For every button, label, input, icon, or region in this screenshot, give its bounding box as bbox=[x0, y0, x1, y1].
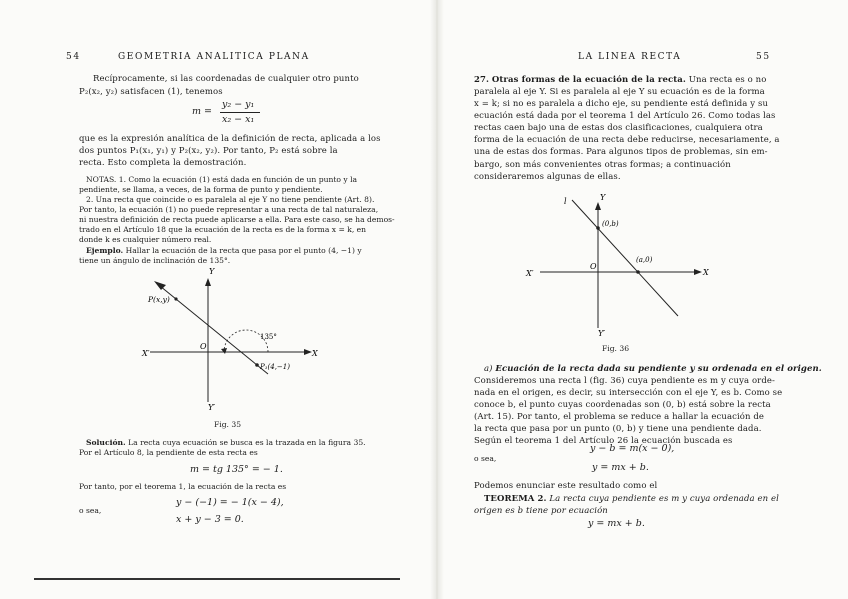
fig36-caption: Fig. 36 bbox=[602, 344, 630, 353]
fig36-x-label: X bbox=[703, 268, 709, 277]
example-line-1 bbox=[86, 246, 362, 255]
para2-line-4: (Art. 15). Por tanto, el problema se reduce a hallar la ecuación de bbox=[474, 412, 765, 422]
left-line-1: Recíprocamente, si las coordenadas de cualquier otro punto bbox=[93, 74, 359, 84]
section-heading bbox=[474, 75, 766, 86]
para1-line-8: bargo, son más convenientes otras formas; a continuación consideraremos algunas de ellas. bbox=[474, 160, 731, 182]
right-running-head: LA LINEA RECTA bbox=[578, 52, 682, 62]
equation-general: x + y − 3 = 0. bbox=[176, 514, 244, 525]
line-l bbox=[572, 200, 678, 316]
y-axis-arrow bbox=[595, 202, 601, 210]
o-sea-right: o sea, bbox=[474, 454, 497, 463]
left-line-5: recta. Esto completa la demostración. bbox=[79, 158, 247, 168]
note-line-5: ni nuestra definición de recta puede aplicarse a ella. Para este caso, se ha demos- bbox=[79, 215, 395, 224]
solution-line-1 bbox=[86, 438, 366, 447]
note-line-4: Por tanto, la ecuación (1) no puede representar a una recta de tal naturaleza, bbox=[79, 205, 379, 214]
left-line-4: dos puntos P₁(x₁, y₁) y P₂(x₂, y₂). Por tanto, P₂ está sobre la bbox=[79, 146, 338, 156]
x-axis-arrow bbox=[694, 269, 702, 275]
point-p1 bbox=[255, 363, 259, 367]
equation-slope-numerator: y₂ − y₁ bbox=[222, 99, 255, 110]
para1-line-4: ecuación está dada por el teorema 1 del Artículo 26. Como todas las bbox=[474, 111, 776, 121]
para3: Podemos enunciar este resultado como el bbox=[474, 481, 658, 491]
fig36-xprime-label: X′ bbox=[526, 269, 534, 278]
subsection-heading bbox=[484, 364, 822, 375]
equation-slope-lhs: m = bbox=[192, 106, 212, 117]
line-arrowhead bbox=[154, 281, 166, 290]
para1-line-1: Una recta es o no bbox=[688, 75, 767, 85]
para1-line-2: paralela al eje Y. Si es paralela al eje Y su ecuación es de la forma bbox=[474, 87, 765, 97]
theorem-label: TEOREMA 2. bbox=[484, 494, 547, 504]
example-label: Ejemplo. bbox=[86, 246, 124, 255]
theorem-line-2: origen es b tiene por ecuación bbox=[474, 506, 608, 516]
therefore-line: Por tanto, por el teorema 1, la ecuación de la recta es bbox=[79, 482, 287, 491]
right-page-number: 55 bbox=[756, 52, 771, 62]
note-line-6: trado en el Artículo 18 que la ecuación de la recta es de la forma x = k, en bbox=[79, 225, 367, 234]
example-line-2: tiene un ángulo de inclinación de 135°. bbox=[79, 256, 231, 265]
section-number: 27. bbox=[474, 75, 490, 85]
fig36-a-label: (a,0) bbox=[636, 256, 653, 264]
fig35-angle-label: 135° bbox=[260, 333, 277, 341]
theorem-line-1 bbox=[484, 494, 779, 505]
fig36-yprime-label: Y′ bbox=[598, 329, 606, 338]
section-title: Otras formas de la ecuación de la recta. bbox=[491, 75, 686, 85]
left-page-number: 54 bbox=[66, 52, 81, 62]
para2-line-2: nada en el origen, es decir, su intersección con el eje Y, es b. Como se bbox=[474, 388, 783, 398]
fig36-b-label: (0,b) bbox=[602, 220, 619, 228]
point-0-b bbox=[596, 226, 600, 230]
equation-intercept-1: y − b = m(x − 0), bbox=[590, 443, 675, 454]
para2-line-1: Consideremos una recta l (fig. 36) cuya pendiente es m y cuya orde- bbox=[474, 376, 775, 386]
point-p bbox=[174, 297, 177, 300]
fig35-caption: Fig. 35 bbox=[214, 420, 242, 429]
point-a-0 bbox=[636, 270, 640, 274]
note-line-3: 2. Una recta que coincide o es paralela al eje Y no tiene pendiente (Art. 8). bbox=[86, 195, 375, 204]
fig35-p1-label: P₁(4,−1) bbox=[260, 363, 290, 371]
fraction-bar bbox=[220, 112, 260, 113]
solution-text: La recta cuya ecuación se busca es la trazada en la figura 35. bbox=[125, 438, 366, 447]
x-axis-arrow bbox=[304, 349, 312, 355]
y-axis-arrow bbox=[205, 278, 211, 286]
figure-36 bbox=[520, 190, 720, 340]
para2-line-3: conoce b, el punto cuyas coordenadas son (0, b) está sobre la recta bbox=[474, 400, 771, 410]
figure-35 bbox=[140, 262, 330, 412]
para2-line-6: Según el teorema 1 del Artículo 26 la ecuación buscada es bbox=[474, 436, 733, 446]
left-line-2: P₂(x₂, y₂) satisfacen (1), tenemos bbox=[79, 87, 223, 97]
book-gutter bbox=[430, 0, 444, 599]
fig35-y-label: Y bbox=[209, 267, 215, 276]
angle-arc-arrow bbox=[221, 348, 227, 354]
bottom-rule bbox=[34, 578, 400, 580]
fig35-origin-label: O bbox=[200, 342, 207, 351]
theorem-equation: y = mx + b. bbox=[588, 518, 645, 529]
o-sea-left: o sea, bbox=[79, 506, 102, 515]
subsection-letter: a) bbox=[484, 364, 493, 374]
fig35-point-label: P(x,y) bbox=[148, 295, 170, 304]
fig36-origin-label: O bbox=[590, 262, 597, 271]
fig35-xprime-label: X′ bbox=[142, 349, 150, 358]
note-line-2: pendiente, se llama, a veces, de la forma de punto y pendiente. bbox=[79, 185, 323, 194]
left-line-3: que es la expresión analítica de la definición de recta, aplicada a los bbox=[79, 134, 381, 144]
fig36-line-label: l bbox=[564, 197, 567, 206]
para1-line-7: una de estas dos formas. Para algunos tipos de problemas, sin em- bbox=[474, 147, 768, 157]
equation-point-slope: y − (−1) = − 1(x − 4), bbox=[176, 497, 284, 508]
equation-m-tg: m = tg 135° = − 1. bbox=[190, 464, 283, 475]
left-running-head: GEOMETRIA ANALITICA PLANA bbox=[118, 52, 310, 62]
note-line-1: NOTAS. 1. Como la ecuación (1) está dada en función de un punto y la bbox=[86, 175, 358, 184]
example-text: Hallar la ecuación de la recta que pasa por el punto (4, −1) y bbox=[123, 246, 362, 255]
solution-line-2: Por el Artículo 8, la pendiente de esta recta es bbox=[79, 448, 258, 457]
fig35-yprime-label: Y′ bbox=[208, 403, 216, 412]
solution-label: Solución. bbox=[86, 438, 126, 447]
para1-line-3: x = k; si no es paralela a dicho eje, su pendiente está definida y su bbox=[474, 99, 769, 109]
theorem-text: La recta cuya pendiente es m y cuya ordenada en el bbox=[546, 494, 779, 504]
para1-line-5: rectas caen bajo una de estas dos clasificaciones, cualquiera otra bbox=[474, 123, 763, 133]
equation-intercept-2: y = mx + b. bbox=[592, 462, 649, 473]
para2-line-5: la recta que pasa por un punto (0, b) y tiene una pendiente dada. bbox=[474, 424, 762, 434]
equation-slope-denominator: x₂ − x₁ bbox=[222, 114, 255, 125]
fig36-y-label: Y bbox=[600, 193, 606, 202]
note-line-7: donde k es cualquier número real. bbox=[79, 235, 212, 244]
fig35-x-label: X bbox=[312, 349, 318, 358]
para1-line-6: forma de la ecuación de una recta debe reducirse, necesariamente, a bbox=[474, 135, 780, 145]
subsection-title: Ecuación de la recta dada su pendiente y su ordenada en el origen. bbox=[495, 364, 822, 374]
